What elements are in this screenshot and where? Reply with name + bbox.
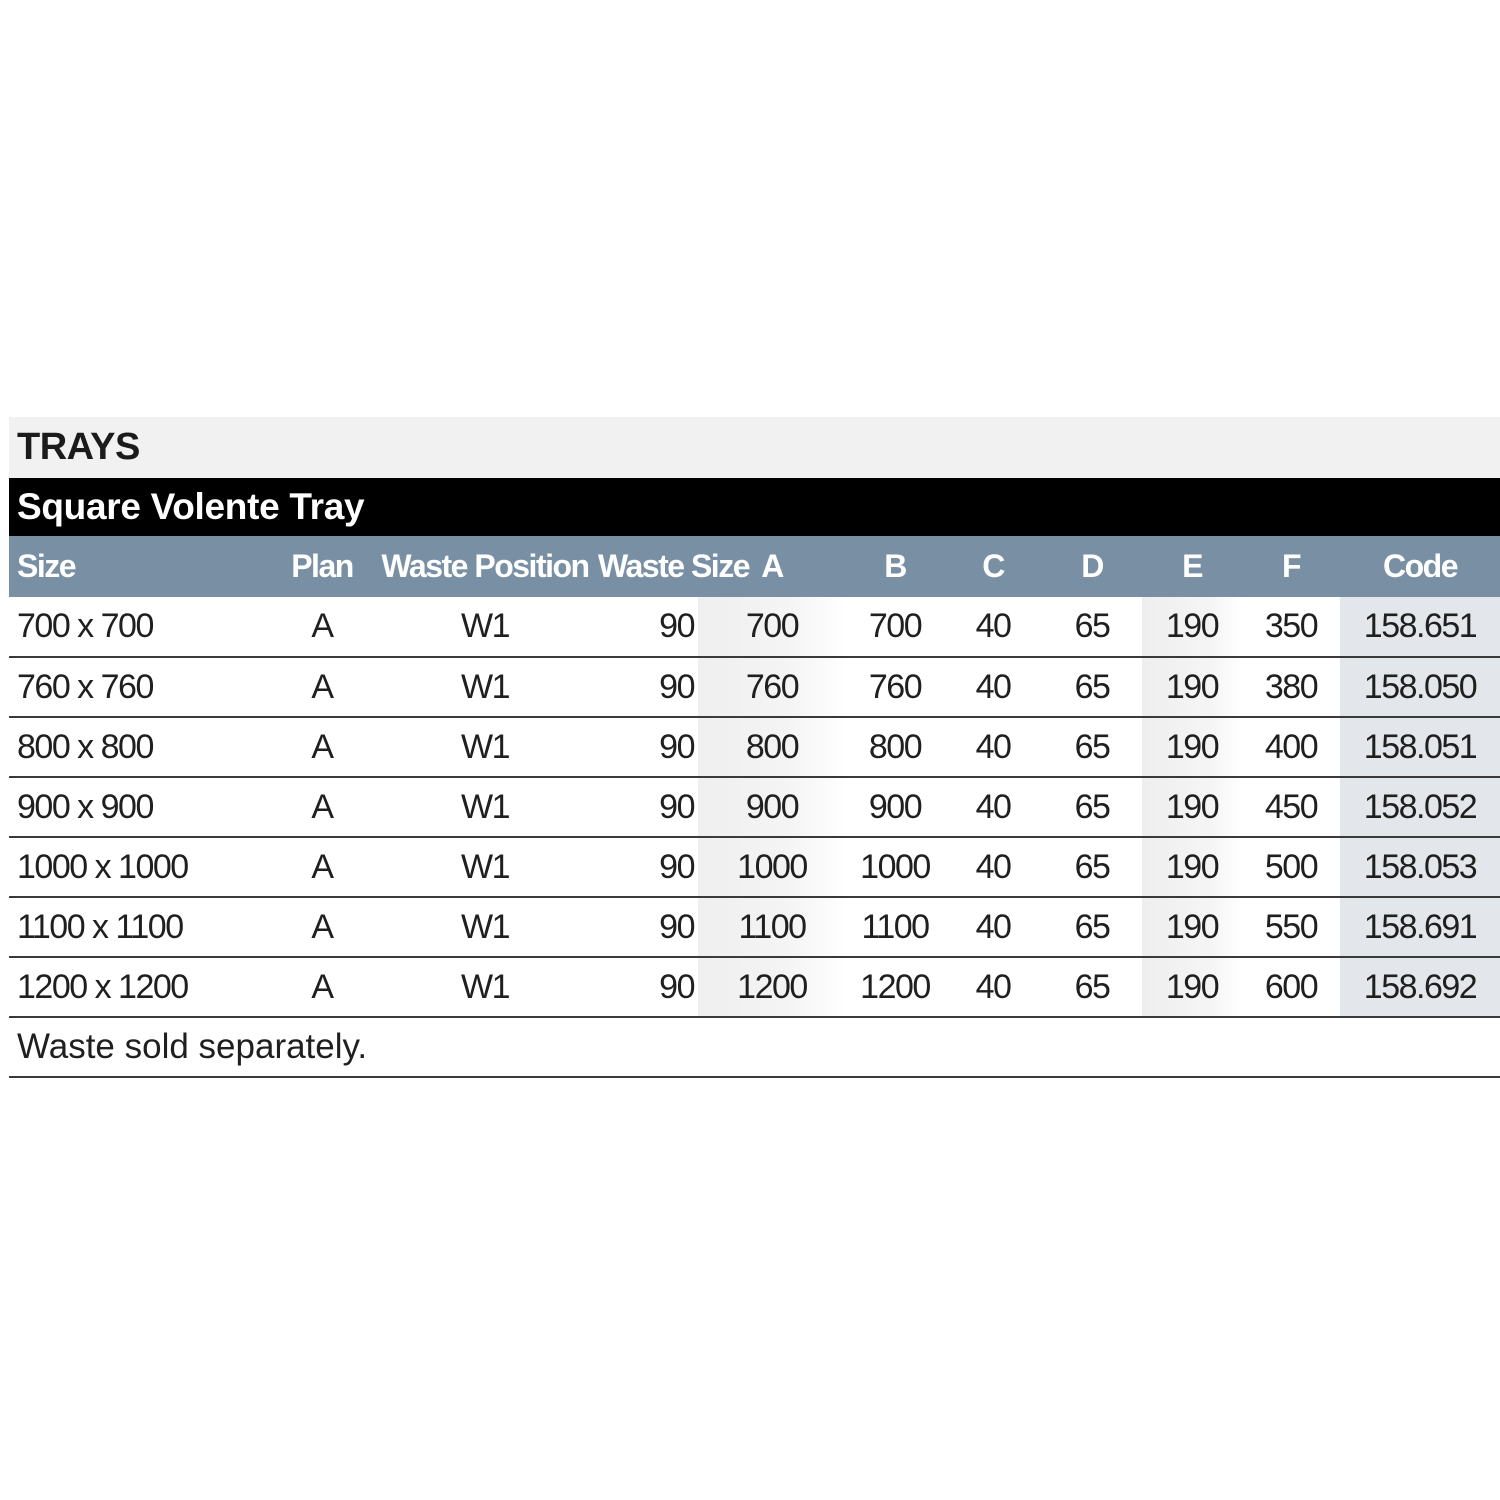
col-header-a: A — [761, 548, 783, 584]
cell-plan: A — [272, 657, 372, 717]
table-row — [9, 717, 1500, 777]
cell-f: 600 — [1242, 957, 1340, 1017]
col-header-f: F — [1281, 548, 1301, 584]
cell-c: 40 — [944, 657, 1042, 717]
cell-waste-size: 90 — [598, 597, 698, 657]
cell-code: 158.691 — [1340, 897, 1500, 957]
cell-a: 760 — [698, 657, 846, 717]
cell-code: 158.052 — [1340, 777, 1500, 837]
cell-a: 800 — [698, 717, 846, 777]
cell-b: 1200 — [846, 957, 944, 1017]
cell-b: 760 — [846, 657, 944, 717]
cell-e: 190 — [1142, 897, 1242, 957]
cell-plan: A — [272, 597, 372, 657]
cell-b: 1100 — [846, 897, 944, 957]
cell-a: 1000 — [698, 837, 846, 897]
cell-e: 190 — [1142, 957, 1242, 1017]
col-header-e: E — [1182, 548, 1202, 584]
col-header-b: B — [884, 548, 906, 584]
col-header-size: Size — [17, 548, 76, 584]
cell-waste-size: 90 — [598, 837, 698, 897]
cell-d: 65 — [1042, 957, 1142, 1017]
cell-waste-position: W1 — [372, 897, 598, 957]
cell-e: 190 — [1142, 837, 1242, 897]
col-header-c: C — [982, 548, 1004, 584]
cell-c: 40 — [944, 777, 1042, 837]
cell-f: 400 — [1242, 717, 1340, 777]
cell-waste-size: 90 — [598, 717, 698, 777]
cell-size: 1000 x 1000 — [9, 837, 272, 897]
cell-waste-position: W1 — [372, 837, 598, 897]
cell-waste-size: 90 — [598, 777, 698, 837]
cell-e: 190 — [1142, 657, 1242, 717]
cell-code: 158.050 — [1340, 657, 1500, 717]
cell-waste-position: W1 — [372, 777, 598, 837]
spec-sheet — [9, 417, 1500, 1078]
cell-waste-position: W1 — [372, 657, 598, 717]
cell-waste-position: W1 — [372, 597, 598, 657]
cell-waste-size: 90 — [598, 897, 698, 957]
product-header — [9, 478, 1500, 536]
cell-size: 900 x 900 — [9, 777, 272, 837]
cell-c: 40 — [944, 597, 1042, 657]
cell-size: 1100 x 1100 — [9, 897, 272, 957]
cell-a: 700 — [698, 597, 846, 657]
col-header-d: D — [1081, 548, 1103, 584]
cell-plan: A — [272, 957, 372, 1017]
cell-c: 40 — [944, 837, 1042, 897]
cell-d: 65 — [1042, 597, 1142, 657]
col-header-code: Code — [1383, 548, 1457, 584]
cell-plan: A — [272, 837, 372, 897]
cell-plan: A — [272, 717, 372, 777]
cell-code: 158.651 — [1340, 597, 1500, 657]
cell-f: 350 — [1242, 597, 1340, 657]
cell-d: 65 — [1042, 837, 1142, 897]
cell-code: 158.692 — [1340, 957, 1500, 1017]
cell-a: 1100 — [698, 897, 846, 957]
cell-size: 760 x 760 — [9, 657, 272, 717]
cell-f: 500 — [1242, 837, 1340, 897]
cell-e: 190 — [1142, 717, 1242, 777]
cell-waste-size: 90 — [598, 957, 698, 1017]
note-row — [9, 1017, 1500, 1077]
col-header-waste-size: Waste Size — [598, 548, 749, 584]
table-header-row — [9, 536, 1500, 597]
cell-c: 40 — [944, 897, 1042, 957]
cell-size: 800 x 800 — [9, 717, 272, 777]
cell-size: 700 x 700 — [9, 597, 272, 657]
section-title: TRAYS — [17, 426, 140, 468]
table-row — [9, 597, 1500, 657]
cell-code: 158.051 — [1340, 717, 1500, 777]
spec-table — [9, 536, 1500, 1078]
product-title: Square Volente Tray — [17, 486, 365, 527]
cell-waste-position: W1 — [372, 957, 598, 1017]
cell-f: 380 — [1242, 657, 1340, 717]
table-row — [9, 777, 1500, 837]
col-header-waste-position: Waste Position — [381, 548, 589, 584]
table-row — [9, 657, 1500, 717]
cell-d: 65 — [1042, 777, 1142, 837]
cell-code: 158.053 — [1340, 837, 1500, 897]
footnote: Waste sold separately. — [9, 1017, 1500, 1077]
cell-e: 190 — [1142, 597, 1242, 657]
cell-e: 190 — [1142, 777, 1242, 837]
table-row — [9, 897, 1500, 957]
cell-b: 700 — [846, 597, 944, 657]
cell-b: 800 — [846, 717, 944, 777]
cell-c: 40 — [944, 957, 1042, 1017]
table-row — [9, 837, 1500, 897]
cell-d: 65 — [1042, 897, 1142, 957]
cell-plan: A — [272, 777, 372, 837]
cell-waste-position: W1 — [372, 717, 598, 777]
cell-waste-size: 90 — [598, 657, 698, 717]
cell-a: 900 — [698, 777, 846, 837]
cell-a: 1200 — [698, 957, 846, 1017]
cell-d: 65 — [1042, 657, 1142, 717]
cell-b: 900 — [846, 777, 944, 837]
cell-f: 550 — [1242, 897, 1340, 957]
cell-plan: A — [272, 897, 372, 957]
cell-d: 65 — [1042, 717, 1142, 777]
cell-b: 1000 — [846, 837, 944, 897]
cell-c: 40 — [944, 717, 1042, 777]
section-header — [9, 417, 1500, 478]
cell-size: 1200 x 1200 — [9, 957, 272, 1017]
cell-f: 450 — [1242, 777, 1340, 837]
col-header-plan: Plan — [291, 548, 353, 584]
table-row — [9, 957, 1500, 1017]
